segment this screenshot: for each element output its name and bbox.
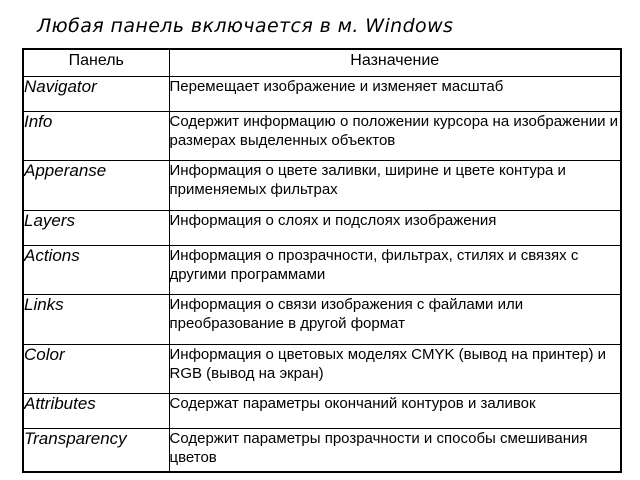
column-header-purpose: Назначение — [169, 49, 621, 77]
table-row — [23, 428, 621, 472]
panel-name: Apperanse — [23, 161, 169, 211]
panel-description: Информация о слоях и подслоях изображения — [169, 210, 621, 245]
page-title: Любая панель включается в м. Windows — [37, 15, 454, 37]
panel-description: Содержат параметры окончаний контуров и заливок — [169, 394, 621, 429]
panel-description: Содержит параметры прозрачности и способы смешивания цветов — [169, 428, 621, 472]
panels-table — [22, 48, 622, 473]
table-row — [23, 111, 621, 161]
panel-name: Color — [23, 344, 169, 394]
panel-description: Информация о цвете заливки, ширине и цвете контура и применяемых фильтрах — [169, 161, 621, 211]
panel-name: Transparency — [23, 428, 169, 472]
panel-name: Info — [23, 111, 169, 161]
panel-description: Информация о цветовых моделях CMYK (вывод на принтер) и RGB (вывод на экран) — [169, 344, 621, 394]
panel-name: Attributes — [23, 394, 169, 429]
table-row — [23, 344, 621, 394]
panel-description: Перемещает изображение и изменяет масштаб — [169, 77, 621, 112]
panel-name: Actions — [23, 245, 169, 295]
panel-description: Информация о прозрачности, фильтрах, стилях и связях с другими программами — [169, 245, 621, 295]
table-header-row — [23, 49, 621, 77]
table-row — [23, 394, 621, 429]
panel-name: Navigator — [23, 77, 169, 112]
panel-description: Информация о связи изображения с файлами или преобразование в другой формат — [169, 295, 621, 345]
panel-description: Содержит информацию о положении курсора на изображении и размерах выделенных объектов — [169, 111, 621, 161]
table-row — [23, 295, 621, 345]
column-header-panel: Панель — [23, 49, 169, 77]
panel-name: Links — [23, 295, 169, 345]
panel-name: Layers — [23, 210, 169, 245]
table-row — [23, 77, 621, 112]
table-row — [23, 210, 621, 245]
table-row — [23, 245, 621, 295]
table-row — [23, 161, 621, 211]
